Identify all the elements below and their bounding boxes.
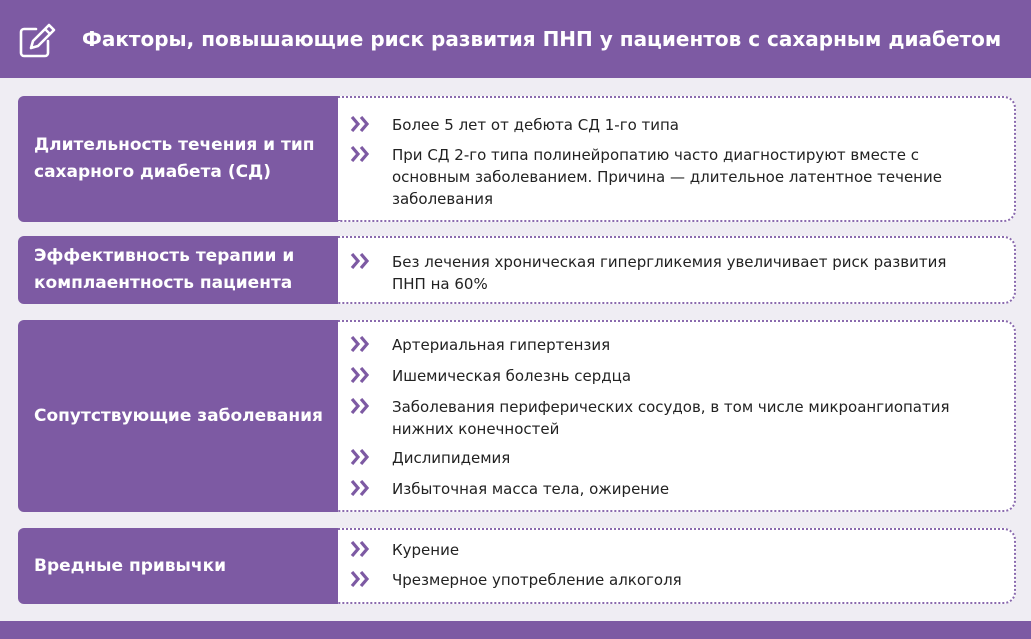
factor-label: Вредные привычки bbox=[18, 528, 338, 604]
list-item-text: Дислипидемия bbox=[392, 449, 511, 467]
list-item-text: При СД 2-го типа полинейропатию часто диагностируют вместе с основным заболеванием. Причина — длительное латентное течение заболевания bbox=[392, 146, 942, 208]
double-chevron-icon bbox=[350, 398, 374, 414]
list-item-text: Курение bbox=[392, 541, 460, 559]
edit-note-icon bbox=[14, 17, 60, 63]
factor-label: Длительность течения и тип сахарного диабета (СД) bbox=[18, 96, 338, 222]
double-chevron-icon bbox=[350, 146, 374, 162]
double-chevron-icon bbox=[350, 571, 374, 587]
double-chevron-icon bbox=[350, 116, 374, 132]
factor-label: Эффективность терапии и комплаентность пациента bbox=[18, 236, 338, 304]
list-item-text: Ишемическая болезнь сердца bbox=[392, 367, 632, 385]
double-chevron-icon bbox=[350, 449, 374, 465]
list-item-text: Более 5 лет от дебюта СД 1-го типа bbox=[392, 116, 679, 134]
double-chevron-icon bbox=[350, 541, 374, 557]
double-chevron-icon bbox=[350, 480, 374, 496]
double-chevron-icon bbox=[350, 336, 374, 352]
list-item-text: Артериальная гипертензия bbox=[392, 336, 611, 354]
list-item-text: Без лечения хроническая гипергликемия увеличивает риск развития ПНП на 60% bbox=[392, 253, 947, 293]
list-item-text: Заболевания периферических сосудов, в том числе микроангиопатия нижних конечностей bbox=[392, 398, 950, 438]
footer-bar bbox=[0, 621, 1031, 639]
list-item-text: Избыточная масса тела, ожирение bbox=[392, 480, 670, 498]
list-item-text: Чрезмерное употребление алкоголя bbox=[392, 571, 682, 589]
double-chevron-icon bbox=[350, 253, 374, 269]
page-title: Факторы, повышающие риск развития ПНП у пациентов с сахарным диабетом bbox=[82, 27, 1002, 51]
factor-label: Сопутствующие заболевания bbox=[18, 320, 338, 512]
header-bar bbox=[0, 0, 1031, 78]
double-chevron-icon bbox=[350, 367, 374, 383]
